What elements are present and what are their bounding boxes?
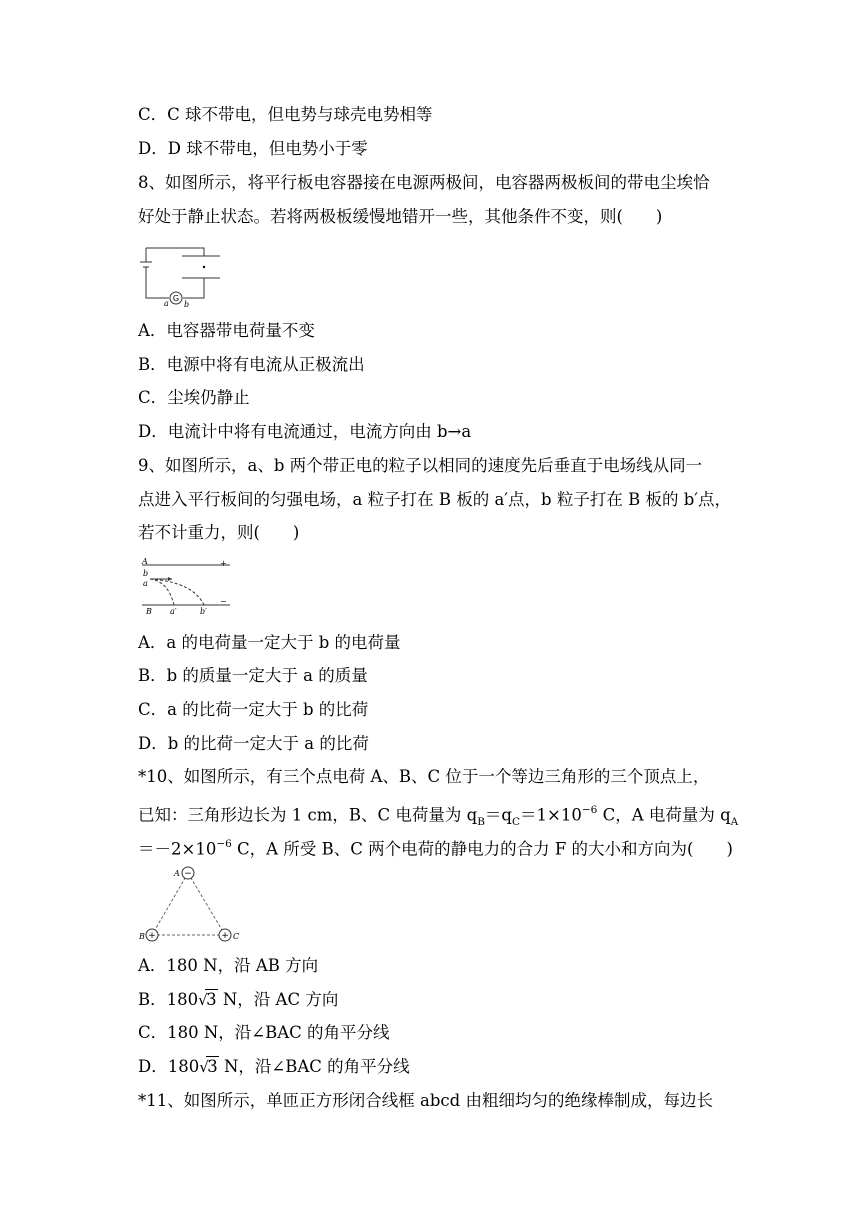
q8-circuit-figure [138, 236, 228, 308]
q8-option-b: B．电源中将有电流从正极流出 [138, 355, 365, 374]
plate-a-label: A [142, 557, 148, 566]
q9-stem-line2: 点进入平行板间的匀强电场，a 粒子打在 B 板的 a′点，b 粒子打在 B 板的 b′点， [138, 490, 732, 509]
sqrt-symbol: √ 3 [198, 990, 217, 1009]
q9-option-d: D．b 的比荷一定大于 a 的比荷 [138, 734, 369, 753]
q10-triangle-figure [138, 864, 248, 946]
particle-b-label: b [143, 569, 149, 578]
q10-stem-line3: $=-2\times 10^{-6}$ C，A 所受 B、C 两个电荷的静电力的合力 F 的大小和方向为( ) [138, 838, 733, 859]
particle-a-label: a [143, 579, 148, 588]
a-prime-label: a′ [170, 607, 177, 615]
q9-stem-line3: 若不计重力，则( ) [138, 523, 300, 542]
q9-option-b: B．b 的质量一定大于 a 的质量 [138, 666, 368, 685]
q11-stem-line1: *11、如图所示，单匝正方形闭合线框 abcd 由粗细均匀的绝缘棒制成，每边长 [138, 1091, 713, 1110]
minus-sign: − [220, 597, 227, 606]
q10-option-a: A．180 N，沿 AB 方向 [138, 956, 319, 975]
q8-option-c: C．尘埃仍静止 [138, 388, 250, 407]
q8-option-d: D．电流计中将有电流通过，电流方向由 b→a [138, 422, 472, 441]
q8-stem-line1: 8、如图所示，将平行板电容器接在电源两极间，电容器两极板间的带电尘埃恰 [138, 173, 710, 192]
q10-option-d: D．180 √ 3 N，沿∠BAC 的角平分线 [138, 1057, 410, 1076]
label-a: a [164, 299, 169, 308]
q10-stem-line1: *10、如图所示，有三个点电荷 A、B、C 位于一个等边三角形的三个顶点上， [138, 767, 710, 786]
charge-a-sign: − [184, 869, 192, 879]
vertex-a-label: A [174, 869, 180, 878]
q9-plates-figure [138, 555, 238, 615]
q8-stem-line2: 好处于静止状态。若将两极板缓慢地错开一些，其他条件不变，则( ) [138, 207, 663, 226]
b-prime-label: b′ [200, 607, 207, 615]
plate-b-label: B [146, 607, 152, 615]
vertex-c-label: C [233, 932, 240, 941]
q9-option-a: A．a 的电荷量一定大于 b 的电荷量 [138, 633, 401, 652]
q7-option-d: D．D 球不带电，但电势小于零 [138, 139, 368, 158]
q9-option-c: C．a 的比荷一定大于 b 的比荷 [138, 700, 369, 719]
q8-option-a: A．电容器带电荷量不变 [138, 321, 315, 340]
sqrt-symbol: √ 3 [199, 1057, 218, 1076]
charge-b-sign: + [148, 931, 156, 941]
plus-sign: + [220, 559, 227, 568]
galvanometer-label: G [172, 294, 180, 303]
q7-option-c: C．C 球不带电，但电势与球壳电势相等 [138, 105, 433, 124]
q10-option-c: C．180 N，沿∠BAC 的角平分线 [138, 1023, 390, 1042]
charge-c-sign: + [221, 931, 229, 941]
q9-stem-line1: 9、如图所示，a、b 两个带正电的粒子以相同的速度先后垂直于电场线从同一 [138, 456, 703, 475]
vertex-b-label: B [139, 932, 145, 941]
q10-option-b: B．180 √ 3 N，沿 AC 方向 [138, 990, 339, 1009]
label-b: b [184, 300, 190, 308]
q10-stem-line2: 已知：三角形边长为 1 cm，B、C 电荷量为 $q_B=q_C=1\times 10^{-6}$ C，A 电荷量为 $q_A$ [138, 804, 739, 828]
